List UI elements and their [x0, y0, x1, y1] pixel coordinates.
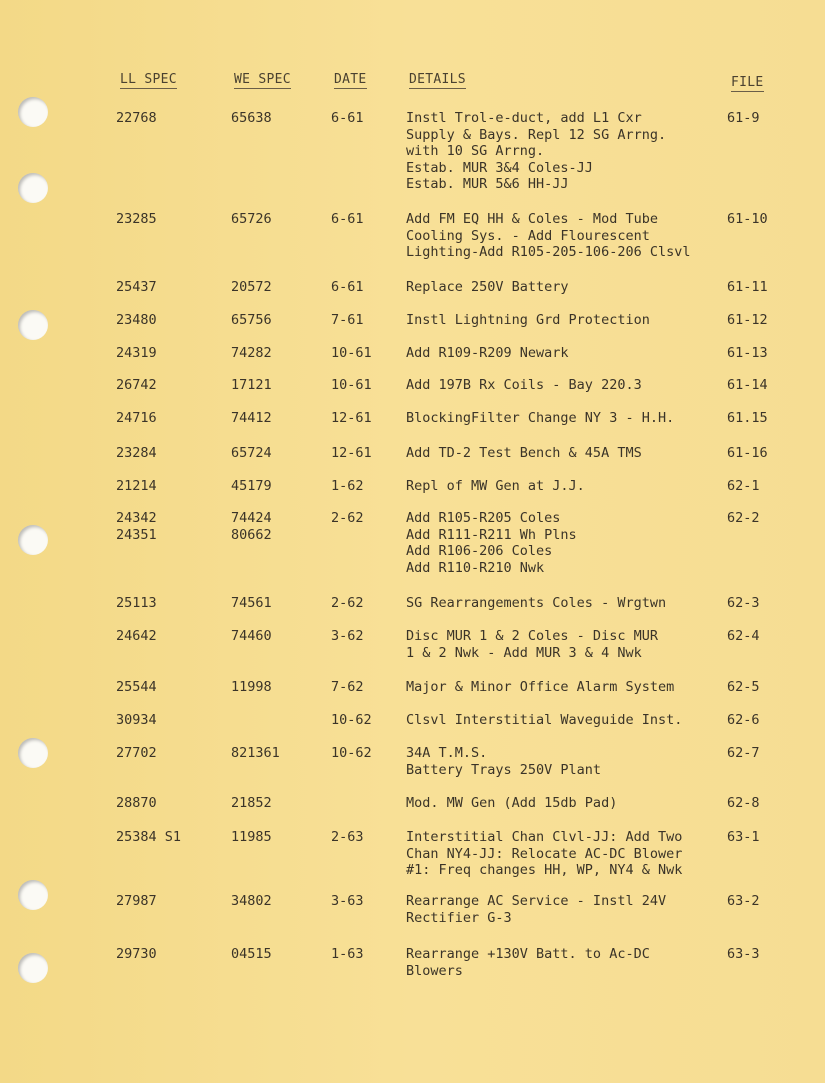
ll-spec-cell	[116, 628, 157, 645]
ll-spec-cell	[116, 478, 157, 495]
ll-spec-cell-line: 23284	[116, 445, 157, 461]
file-cell	[727, 946, 760, 963]
ll-spec-cell-line: 24716	[116, 410, 157, 426]
file-cell-line: 61-10	[727, 211, 768, 227]
details-cell-line: Instl Lightning Grd Protection	[406, 312, 650, 328]
date-cell-line: 3-62	[331, 628, 364, 644]
ll-spec-cell	[116, 679, 157, 696]
details-cell-line: SG Rearrangements Coles - Wrgtwn	[406, 595, 667, 611]
details-cell-line: Add R110-R210 Nwk	[406, 559, 545, 576]
details-cell	[406, 445, 642, 462]
we-spec-cell-line: 34802	[231, 893, 272, 909]
ll-spec-cell	[116, 445, 157, 462]
ll-spec-cell-line: 30934	[116, 712, 157, 728]
we-spec-cell	[231, 410, 272, 427]
details-cell	[406, 712, 682, 729]
ll-spec-cell	[116, 410, 157, 427]
file-cell	[727, 795, 760, 812]
ll-spec-cell	[116, 946, 157, 963]
we-spec-cell	[231, 829, 272, 846]
file-cell	[727, 279, 768, 296]
header-ll-spec: LL SPEC	[120, 72, 177, 87]
ll-spec-cell	[116, 110, 157, 127]
details-cell-line: Add R111-R211 Wh Plns	[406, 526, 577, 543]
ll-spec-cell	[116, 211, 157, 228]
date-cell	[331, 312, 364, 329]
details-cell-line: Clsvl Interstitial Waveguide Inst.	[406, 712, 683, 728]
date-cell	[331, 211, 364, 228]
details-cell	[406, 211, 690, 261]
details-cell	[406, 312, 650, 329]
details-cell	[406, 510, 577, 576]
file-cell-line: 63-2	[727, 893, 760, 909]
details-cell	[406, 478, 585, 495]
ll-spec-cell-line: 21214	[116, 478, 157, 494]
ll-spec-cell	[116, 377, 157, 394]
file-cell	[727, 377, 768, 394]
date-cell-line: 2-62	[331, 595, 364, 611]
details-cell-line: Instl Trol-e-duct, add L1 Cxr	[406, 110, 642, 126]
details-cell-line: BlockingFilter Change NY 3 - H.H.	[406, 410, 675, 426]
ll-spec-cell-line: 26742	[116, 377, 157, 393]
file-cell	[727, 211, 768, 228]
date-cell	[331, 712, 372, 729]
we-spec-cell-line: 11998	[231, 679, 272, 695]
we-spec-cell	[231, 312, 272, 329]
we-spec-cell	[231, 893, 272, 910]
ll-spec-cell-line: 27702	[116, 745, 157, 761]
file-cell	[727, 345, 768, 362]
details-cell-line: Supply & Bays. Repl 12 SG Arrng.	[406, 126, 667, 143]
details-cell	[406, 745, 601, 778]
ll-spec-cell-line: 25437	[116, 279, 157, 295]
date-cell	[331, 946, 364, 963]
details-cell-line: Rearrange +130V Batt. to Ac-DC	[406, 946, 650, 962]
details-cell	[406, 628, 658, 661]
details-cell	[406, 679, 674, 696]
header-details: DETAILS	[409, 72, 466, 87]
ll-spec-cell-line: 24351	[116, 526, 157, 543]
date-cell-line: 10-62	[331, 712, 372, 728]
we-spec-cell	[231, 679, 272, 696]
details-cell-line: Replace 250V Battery	[406, 279, 569, 295]
we-spec-cell	[231, 445, 272, 462]
we-spec-cell	[231, 377, 272, 394]
file-cell	[727, 745, 760, 762]
details-cell-line: Cooling Sys. - Add Flourescent	[406, 227, 650, 244]
ll-spec-cell	[116, 279, 157, 296]
file-cell	[727, 628, 760, 645]
ll-spec-cell-line: 25113	[116, 595, 157, 611]
date-cell-line: 6-61	[331, 211, 364, 227]
date-cell-line: 1-62	[331, 478, 364, 494]
details-cell-line: Battery Trays 250V Plant	[406, 761, 602, 778]
date-cell-line: 2-62	[331, 510, 364, 526]
details-cell-line: #1: Freq changes HH, WP, NY4 & Nwk	[406, 862, 683, 878]
ll-spec-cell	[116, 795, 157, 812]
header-file: FILE	[731, 75, 764, 90]
we-spec-cell	[231, 211, 272, 228]
we-spec-cell	[231, 510, 272, 543]
date-cell	[331, 345, 372, 362]
ll-spec-cell	[116, 829, 181, 846]
ll-spec-cell	[116, 312, 157, 329]
file-cell-line: 62-8	[727, 795, 760, 811]
ll-spec-cell	[116, 893, 157, 910]
file-cell	[727, 679, 760, 696]
file-cell-line: 62-3	[727, 595, 760, 611]
binder-hole	[18, 97, 48, 127]
file-cell-line: 63-1	[727, 829, 760, 845]
we-spec-cell	[231, 345, 272, 362]
date-cell	[331, 745, 372, 762]
binder-hole	[18, 173, 48, 203]
binder-hole	[18, 880, 48, 910]
we-spec-cell	[231, 745, 280, 762]
details-cell-line: Lighting-Add R105-205-106-206 Clsvl	[406, 244, 691, 260]
we-spec-cell	[231, 946, 272, 963]
file-cell-line: 62-5	[727, 679, 760, 695]
date-cell-line: 6-61	[331, 279, 364, 295]
details-cell-line: Disc MUR 1 & 2 Coles - Disc MUR	[406, 628, 658, 644]
binder-hole	[18, 525, 48, 555]
details-cell-line: Rectifier G-3	[406, 909, 512, 926]
ll-spec-cell-line: 24319	[116, 345, 157, 361]
file-cell	[727, 712, 760, 729]
we-spec-cell-line: 74424	[231, 510, 272, 526]
file-cell	[727, 595, 760, 612]
details-cell-line: Add TD-2 Test Bench & 45A TMS	[406, 445, 642, 461]
file-cell-line: 61-12	[727, 312, 768, 328]
date-cell-line: 7-62	[331, 679, 364, 695]
file-cell-line: 62-2	[727, 510, 760, 526]
date-cell-line: 2-63	[331, 829, 364, 845]
we-spec-cell-line: 17121	[231, 377, 272, 393]
date-cell-line: 10-61	[331, 377, 372, 393]
we-spec-cell-line: 11985	[231, 829, 272, 845]
file-cell-line: 62-7	[727, 745, 760, 761]
file-cell	[727, 510, 760, 527]
details-cell-line: Estab. MUR 5&6 HH-JJ	[406, 176, 569, 192]
details-cell-line: Mod. MW Gen (Add 15db Pad)	[406, 795, 618, 811]
date-cell-line: 6-61	[331, 110, 364, 126]
details-cell-line: Add FM EQ HH & Coles - Mod Tube	[406, 211, 658, 227]
ll-spec-cell-line: 23285	[116, 211, 157, 227]
details-cell	[406, 829, 682, 879]
ll-spec-cell-line: 29730	[116, 946, 157, 962]
we-spec-cell-line: 74282	[231, 345, 272, 361]
date-cell	[331, 410, 372, 427]
file-cell	[727, 893, 760, 910]
details-cell-line: Rearrange AC Service - Instl 24V	[406, 893, 667, 909]
we-spec-cell	[231, 478, 272, 495]
date-cell	[331, 110, 364, 127]
we-spec-cell-line: 20572	[231, 279, 272, 295]
we-spec-cell-line: 65638	[231, 110, 272, 126]
details-cell-line: Repl of MW Gen at J.J.	[406, 478, 585, 494]
we-spec-cell-line: 65756	[231, 312, 272, 328]
date-cell	[331, 445, 372, 462]
ll-spec-cell-line: 27987	[116, 893, 157, 909]
ll-spec-cell	[116, 745, 157, 762]
we-spec-cell-line: 74561	[231, 595, 272, 611]
file-cell-line: 62-1	[727, 478, 760, 494]
date-cell	[331, 893, 364, 910]
details-cell	[406, 410, 674, 427]
header-we-spec: WE SPEC	[234, 72, 291, 87]
binder-hole	[18, 310, 48, 340]
details-cell-line: Add R105-R205 Coles	[406, 510, 561, 526]
details-cell-line: Add R106-206 Coles	[406, 543, 553, 559]
date-cell-line: 3-63	[331, 893, 364, 909]
ll-spec-cell-line: 24342	[116, 510, 157, 526]
details-cell-line: Add 197B Rx Coils - Bay 220.3	[406, 377, 642, 393]
ll-spec-cell	[116, 712, 157, 729]
date-cell-line: 10-61	[331, 345, 372, 361]
binder-hole	[18, 738, 48, 768]
details-cell-line: 34A T.M.S.	[406, 745, 488, 761]
ll-spec-cell	[116, 345, 157, 362]
details-cell	[406, 345, 569, 362]
details-cell	[406, 595, 666, 612]
file-cell	[727, 829, 760, 846]
date-cell	[331, 377, 372, 394]
we-spec-cell	[231, 110, 272, 127]
date-cell	[331, 679, 364, 696]
file-cell-line: 61-11	[727, 279, 768, 295]
file-cell-line: 62-6	[727, 712, 760, 728]
we-spec-cell-line: 45179	[231, 478, 272, 494]
we-spec-cell-line: 74412	[231, 410, 272, 426]
we-spec-cell	[231, 795, 272, 812]
date-cell-line: 7-61	[331, 312, 364, 328]
file-cell	[727, 478, 760, 495]
we-spec-cell-line: 21852	[231, 795, 272, 811]
ll-spec-cell	[116, 510, 157, 543]
ll-spec-cell-line: 28870	[116, 795, 157, 811]
ll-spec-cell-line: 23480	[116, 312, 157, 328]
ll-spec-cell-line: 25544	[116, 679, 157, 695]
date-cell-line: 1-63	[331, 946, 364, 962]
date-cell	[331, 478, 364, 495]
details-cell-line: with 10 SG Arrng.	[406, 143, 545, 159]
file-cell-line: 62-4	[727, 628, 760, 644]
date-cell	[331, 279, 364, 296]
details-cell-line: 1 & 2 Nwk - Add MUR 3 & 4 Nwk	[406, 644, 642, 661]
details-cell	[406, 893, 666, 926]
we-spec-cell	[231, 279, 272, 296]
file-cell	[727, 410, 768, 427]
file-cell-line: 61-16	[727, 445, 768, 461]
date-cell	[331, 510, 364, 527]
details-cell-line: Major & Minor Office Alarm System	[406, 679, 675, 695]
details-cell	[406, 279, 569, 296]
date-cell	[331, 829, 364, 846]
we-spec-cell	[231, 595, 272, 612]
date-cell-line: 12-61	[331, 410, 372, 426]
date-cell-line: 12-61	[331, 445, 372, 461]
file-cell-line: 63-3	[727, 946, 760, 962]
file-cell-line: 61-13	[727, 345, 768, 361]
file-cell	[727, 110, 760, 127]
ll-spec-cell-line: 22768	[116, 110, 157, 126]
details-cell-line: Add R109-R209 Newark	[406, 345, 569, 361]
details-cell-line: Chan NY4-JJ: Relocate AC-DC Blower	[406, 845, 683, 862]
details-cell	[406, 110, 666, 193]
ll-spec-cell-line: 24642	[116, 628, 157, 644]
date-cell-line: 10-62	[331, 745, 372, 761]
file-cell-line: 61.15	[727, 410, 768, 426]
details-cell	[406, 377, 642, 394]
date-cell	[331, 628, 364, 645]
ll-spec-cell	[116, 595, 157, 612]
file-cell	[727, 312, 768, 329]
we-spec-cell-line: 80662	[231, 526, 272, 543]
we-spec-cell-line: 65726	[231, 211, 272, 227]
details-cell	[406, 946, 650, 979]
binder-hole	[18, 953, 48, 983]
details-cell	[406, 795, 617, 812]
we-spec-cell-line: 821361	[231, 745, 280, 761]
ll-spec-cell-line: 25384 S1	[116, 829, 182, 845]
file-cell-line: 61-14	[727, 377, 768, 393]
header-date: DATE	[334, 72, 367, 87]
file-cell	[727, 445, 768, 462]
date-cell	[331, 595, 364, 612]
we-spec-cell-line: 74460	[231, 628, 272, 644]
details-cell-line: Blowers	[406, 962, 463, 979]
we-spec-cell-line: 04515	[231, 946, 272, 962]
we-spec-cell-line: 65724	[231, 445, 272, 461]
details-cell-line: Interstitial Chan Clvl-JJ: Add Two	[406, 829, 683, 845]
details-cell-line: Estab. MUR 3&4 Coles-JJ	[406, 159, 593, 176]
we-spec-cell	[231, 628, 272, 645]
file-cell-line: 61-9	[727, 110, 760, 126]
